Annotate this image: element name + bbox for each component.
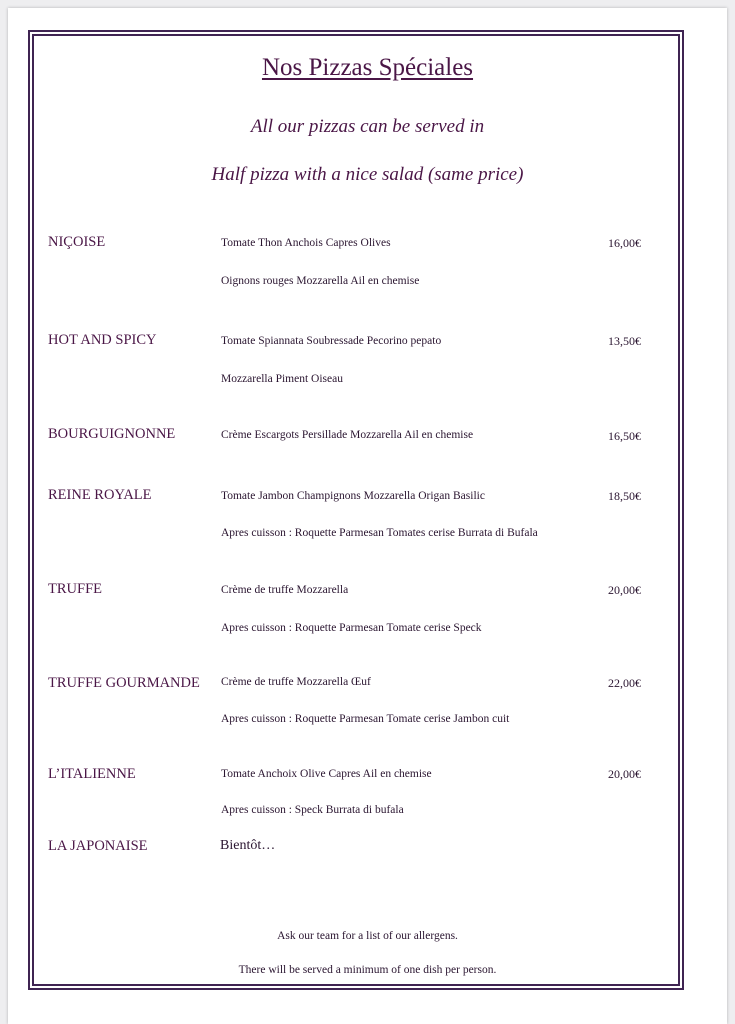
pizza-desc-truffe-gourmande-line2: Apres cuisson : Roquette Parmesan Tomate cerise Jambon cuit	[221, 713, 510, 725]
pizza-price-reine-royale: 18,50€	[608, 489, 641, 503]
pizza-name-reine-royale: REINE ROYALE	[48, 487, 152, 503]
minimum-order-note: There will be served a minimum of one dish per person.	[238, 964, 497, 976]
pizza-name-bourguignonne: BOURGUIGNONNE	[48, 426, 176, 442]
pizza-desc-nicoise-line2: Oignons rouges Mozzarella Ail en chemise	[221, 275, 420, 287]
pizza-price-nicoise: 16,00€	[608, 236, 641, 250]
pizza-desc-nicoise-line1: Tomate Thon Anchois Capres Olives	[221, 237, 391, 249]
pizza-desc-la-japonaise: Bientôt…	[220, 838, 276, 853]
pizza-name-litalienne: L’ITALIENNE	[48, 766, 136, 782]
pizza-desc-litalienne-line1: Tomate Anchoix Olive Capres Ail en chemise	[221, 768, 432, 780]
pizza-name-la-japonaise: LA JAPONAISE	[48, 838, 148, 854]
pizza-price-litalienne: 20,00€	[608, 767, 641, 781]
pizza-desc-reine-royale-line2: Apres cuisson : Roquette Parmesan Tomates cerise Burrata di Bufala	[221, 527, 538, 539]
pizza-price-hot-and-spicy: 13,50€	[608, 334, 641, 348]
pizza-desc-hot-and-spicy-line2: Mozzarella Piment Oiseau	[221, 373, 343, 385]
pizza-name-hot-and-spicy: HOT AND SPICY	[48, 332, 157, 348]
pizza-desc-litalienne-line2: Apres cuisson : Speck Burrata di bufala	[221, 804, 404, 816]
pizza-name-nicoise: NIÇOISE	[48, 234, 106, 250]
pizza-name-truffe-gourmande: TRUFFE GOURMANDE	[48, 675, 200, 691]
menu-title: Nos Pizzas Spéciales	[261, 54, 474, 81]
pizza-desc-truffe-gourmande-line1: Crème de truffe Mozzarella Œuf	[221, 676, 371, 688]
allergens-note: Ask our team for a list of our allergens.	[277, 930, 458, 942]
pizza-desc-reine-royale-line1: Tomate Jambon Champignons Mozzarella Origan Basilic	[221, 490, 485, 502]
menu-subtitle-line1: All our pizzas can be served in	[250, 116, 485, 137]
pizza-desc-hot-and-spicy-line1: Tomate Spiannata Soubressade Pecorino pepato	[221, 335, 442, 347]
pizza-price-truffe-gourmande: 22,00€	[608, 676, 641, 690]
pizza-price-truffe: 20,00€	[608, 583, 641, 597]
pizza-desc-truffe-line1: Crème de truffe Mozzarella	[221, 584, 349, 596]
pizza-desc-truffe-line2: Apres cuisson : Roquette Parmesan Tomate cerise Speck	[221, 622, 482, 634]
menu-subtitle-line2: Half pizza with a nice salad (same price)	[211, 164, 524, 185]
pizza-price-bourguignonne: 16,50€	[608, 429, 641, 443]
pizza-desc-bourguignonne-line1: Crème Escargots Persillade Mozzarella Ail en chemise	[221, 429, 474, 441]
pizza-name-truffe: TRUFFE	[48, 581, 102, 597]
